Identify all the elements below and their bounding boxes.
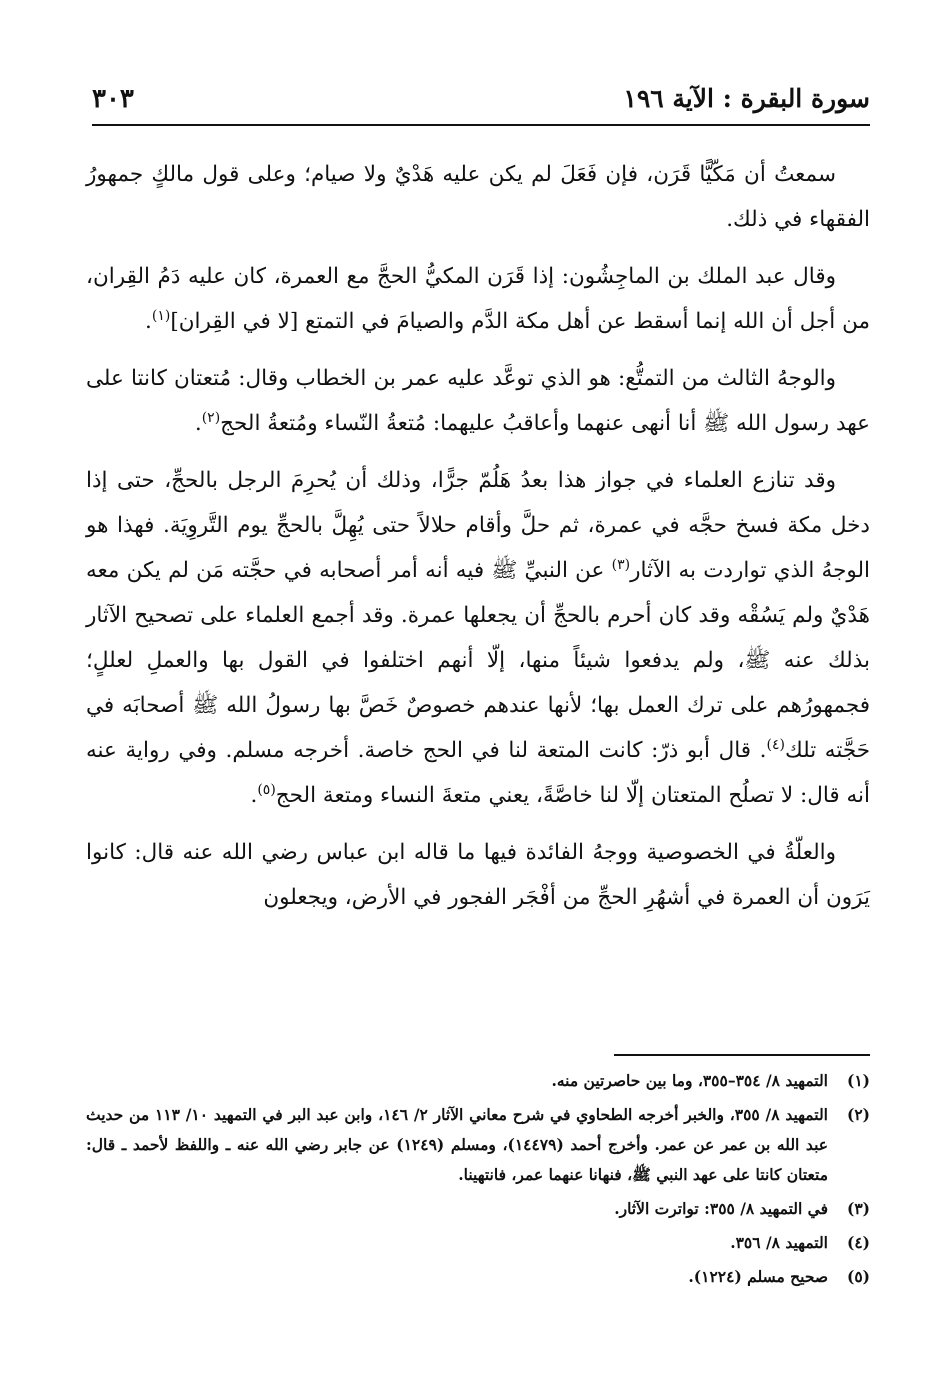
paragraph-2-end: .: [145, 309, 152, 334]
page-header: [92, 82, 870, 126]
paragraph-3-end: .: [194, 411, 202, 436]
footnote-text: التمهيد ٨/ ٣٥٤–٣٥٥، وما بين حاصرتين منه.: [551, 1071, 828, 1090]
footnote-ref-5: (٥): [257, 781, 276, 798]
paragraph-4: [86, 458, 870, 818]
footnote-4: [86, 1228, 870, 1258]
footnote-text: في التمهيد ٨/ ٣٥٥: تواترت الآثار.: [614, 1199, 828, 1218]
footnote-ref-3: (٣): [611, 556, 631, 573]
footnote-number: (٥): [846, 1267, 870, 1286]
footnote-ref-1: (١): [151, 307, 171, 324]
paragraph-4-text-b: عن النبيِّ ﷺ فيه أنه أمر أصحابه في حجَّته مَن لم يكن معه هَدْيٌ ولم يَسُقْه وقد كان أحرم بالحجِّ أن يجعلها عمرة. وقد أجمع العلماء على تصحيح الآثار بذلك عنه ﷺ، ولم يدفعوا شيئاً منها، إلّا أنهم اختلفوا في القول بها والعملِ لعللٍ؛ فجمهورُهم على ترك العمل بها؛ لأنها عندهم خصوصٌ خَصَّ بها رسولُ الله ﷺ أصحابَه في حَجَّته تلك: [86, 558, 870, 763]
footnote-1: [86, 1066, 870, 1096]
footnote-text: صحيح مسلم (١٢٢٤).: [688, 1267, 828, 1286]
main-text: [86, 152, 870, 932]
footnote-text: التمهيد ٨/ ٣٥٥، والخبر أخرجه الطحاوي في شرح معاني الآثار ٢/ ١٤٦، وابن عبد البر في التمهيد ١٠/ ١١٣ من حديث عبد الله بن عمر عن عمر. وأخرج أحمد (١٤٤٧٩)، ومسلم (١٢٤٩) عن جابر رضي الله عنه ـ واللفظ لأحمد ـ قال: متعتان كانتا على عهد النبي ﷺ، فنهانا عنهما عمر، فانتهينا.: [86, 1105, 828, 1184]
footnote-ref-4: (٤): [766, 736, 785, 753]
footnote-number: (١): [846, 1071, 870, 1090]
footnote-number: (٤): [846, 1233, 870, 1252]
running-title: سورة البقرة : الآية ١٩٦: [623, 84, 870, 113]
paragraph-5-text: والعلّةُ في الخصوصية ووجهُ الفائدة فيها ما قاله ابن عباس رضي الله عنه قال: كانوا يَرَون أن العمرة في أشهُرِ الحجِّ من أفْجَر الفجور في الأرض، ويجعلون: [86, 840, 870, 910]
footnote-divider: [614, 1054, 870, 1056]
footnote-number: (٣): [846, 1199, 870, 1218]
paragraph-3-text: والوجهُ الثالث من التمتُّع: هو الذي توعَّد عليه عمر بن الخطاب وقال: مُتعتان كانتا على عهد رسول الله ﷺ أنا أنهى عنهما وأعاقبُ عليهما: مُتعةُ النّساء ومُتعةُ الحج: [86, 366, 870, 436]
paragraph-1: [86, 152, 870, 242]
paragraph-3: [86, 356, 870, 446]
paragraph-2-text: وقال عبد الملك بن الماجِشُون: إذا قَرَن المكيُّ الحجَّ مع العمرة، كان عليه دَمُ القِران، من أجل أن الله إنما أسقط عن أهل مكة الدَّم والصيامَ في التمتع [لا في القِران]: [86, 264, 870, 334]
footnote-ref-2: (٢): [201, 409, 221, 426]
paragraph-1-text: سمعتُ أن مَكّيًّا قَرَن، فإن فَعَلَ لم يكن عليه هَدْيٌ ولا صيام؛ وعلى قول مالكٍ جمهورُ الفقهاء في ذلك.: [86, 162, 870, 232]
paragraph-4-text-a: وقد تنازع العلماء في جواز هذا بعدُ هَلُمّ جرًّا، وذلك أن يُحرِمَ الرجل بالحجِّ، حتى إذا دخل مكة فسخ حجَّه في عمرة، ثم حلَّ وأقام حلالاً حتى يُهِلَّ بالحجِّ يوم التَّروِيَة. فهذا هو الوجهُ الذي تواردت به الآثار: [86, 468, 870, 583]
footnote-3: [86, 1194, 870, 1224]
paragraph-4-end: .: [250, 783, 258, 808]
paragraph-5: [86, 830, 870, 920]
paragraph-2: [86, 254, 870, 344]
page-number: ٣٠٣: [92, 84, 134, 114]
footnote-number: (٢): [846, 1105, 870, 1124]
footnotes: [86, 1066, 870, 1296]
paragraph-4-text-c: . قال أبو ذرّ: كانت المتعة لنا في الحج خاصة. أخرجه مسلم. وفي رواية عنه أنه قال: لا تصلُح المتعتان إلّا لنا خاصَّةً، يعني متعةَ النساء ومتعة الحج: [86, 738, 870, 808]
footnote-5: [86, 1262, 870, 1292]
footnote-2: [86, 1100, 870, 1190]
footnote-text: التمهيد ٨/ ٣٥٦.: [730, 1233, 828, 1252]
